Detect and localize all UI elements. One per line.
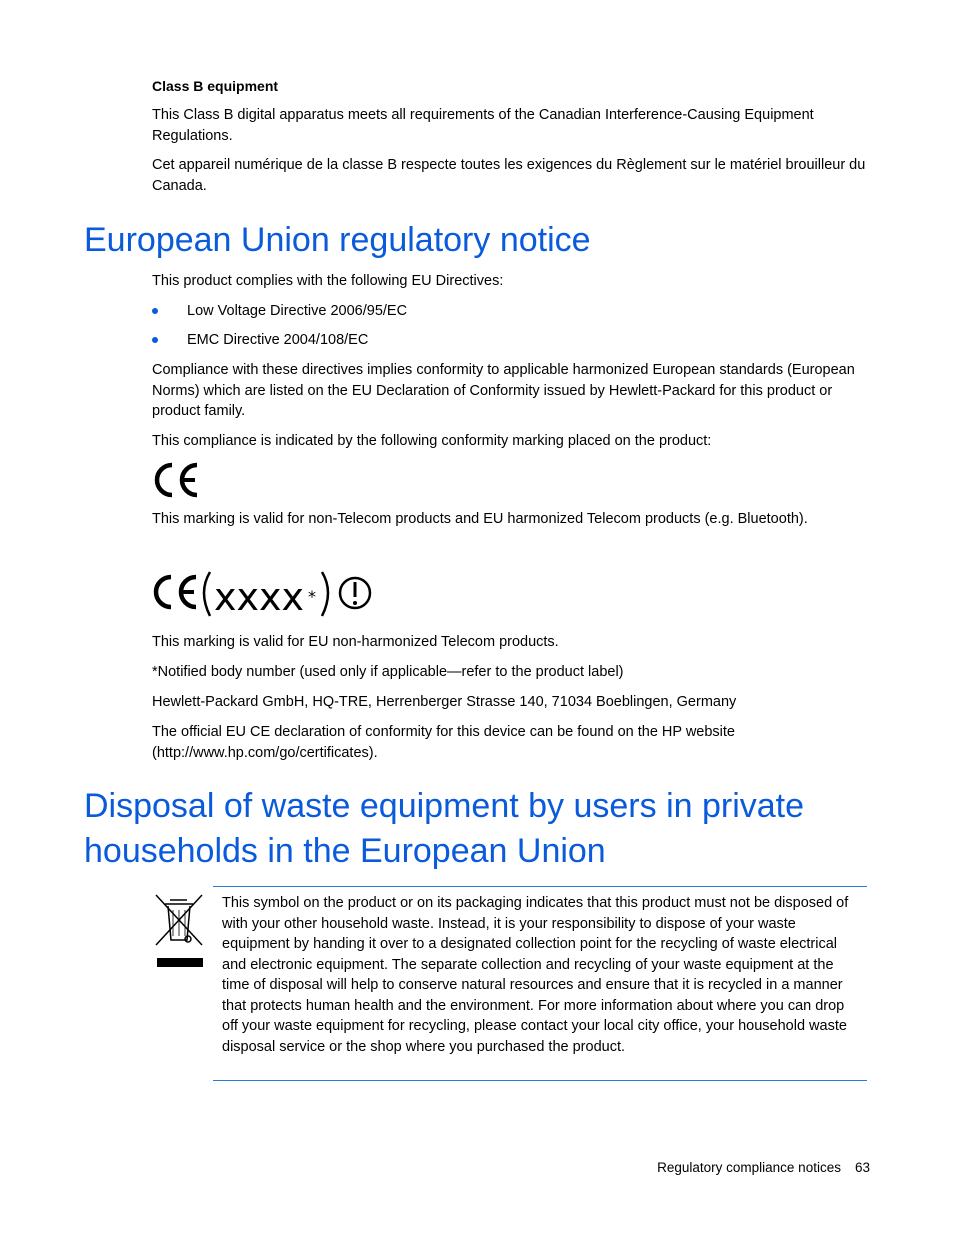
hp-address: Hewlett-Packard GmbH, HQ-TRE, Herrenberger Strasse 140, 71034 Boeblingen, Germany (152, 694, 737, 710)
crossed-out-wheelie-bin-icon (151, 890, 207, 970)
bullet-icon (152, 308, 158, 314)
compliance-paragraph: Compliance with these directives implies conformity to applicable harmonized European standards (European Norms) which are listed on the EU Declaration of Conformity issued by Hewlett-Packard for this product or product family. (152, 362, 855, 419)
svg-text:*: * (308, 587, 316, 606)
class-b-heading: Class B equipment (152, 78, 279, 94)
declaration-paragraph: The official EU CE declaration of conformity for this device can be found on the HP website (http://www.hp.com/go/certificates). (152, 724, 735, 761)
weee-notice-text: This symbol on the product or on its packaging indicates that this product must not be disposed of with your other household waste. Instead, it is your responsibility to dispose of your waste equipment by handing it over to a designated collection point for the recycling of waste electrical and electronic equipment. The separate collection and recycling of your waste equipment at the time of disposal will help to conserve natural resources and ensure that it is recycled in a manner that protects human health and the environment. For more information about where you can drop off your waste equipment for recycling, please contact your local city office, your household waste disposal service or the shop where you purchased the product. (222, 895, 849, 1055)
marking-valid-text-1: This marking is valid for non-Telecom products and EU harmonized Telecom products (e.g. Bluetooth). (152, 511, 808, 527)
svg-text:xxxx: xxxx (214, 575, 304, 619)
page-number: 63 (854, 1160, 870, 1175)
eu-directives-intro: This product complies with the following EU Directives: (152, 273, 504, 289)
class-b-paragraph-fr: Cet appareil numérique de la classe B respecte toutes les exigences du Règlement sur le matériel brouilleur du Canada. (152, 157, 866, 194)
ce-notified-mark-icon (150, 568, 378, 620)
marking-valid-text-2: This marking is valid for EU non-harmonized Telecom products. (152, 634, 559, 650)
page-footer (560, 1160, 870, 1175)
disposal-heading-line-1: Disposal of waste equipment by users in private (84, 787, 805, 825)
eu-notice-heading: European Union regulatory notice (84, 221, 591, 259)
directive-label: EMC Directive 2004/108/EC (187, 332, 369, 348)
weee-notice-box (213, 886, 867, 1081)
directive-label: Low Voltage Directive 2006/95/EC (187, 303, 408, 319)
disposal-heading-line-2: households in the European Union (84, 832, 606, 870)
bullet-icon (152, 337, 158, 343)
class-b-paragraph-en: This Class B digital apparatus meets all requirements of the Canadian Interference-Causing Equipment Regulations. (152, 107, 814, 144)
ce-mark-icon (150, 459, 202, 501)
notified-body-note: *Notified body number (used only if applicable—refer to the product label) (152, 664, 624, 680)
marking-intro: This compliance is indicated by the following conformity marking placed on the product: (152, 433, 712, 449)
footer-section-title: Regulatory compliance notices (657, 1160, 841, 1175)
